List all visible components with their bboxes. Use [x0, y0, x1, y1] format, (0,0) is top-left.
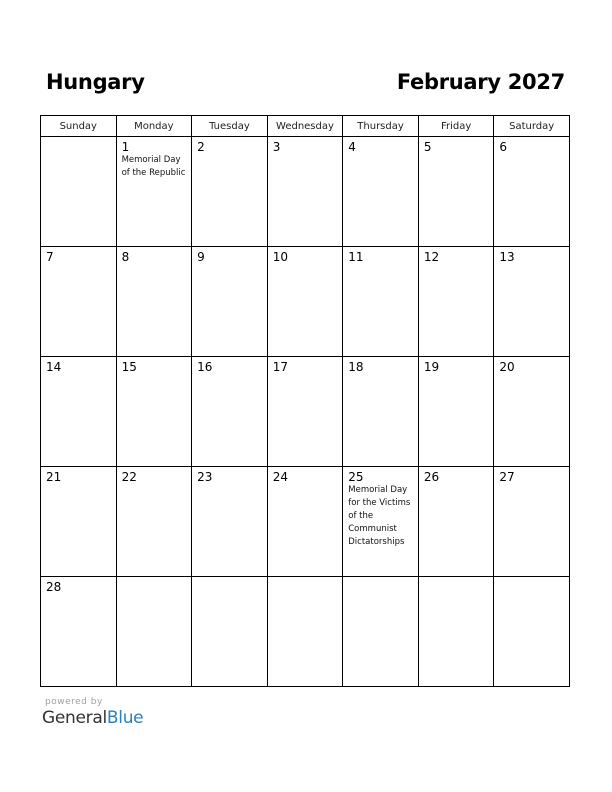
day-cell — [418, 577, 494, 687]
calendar-grid — [40, 115, 570, 687]
day-number: 3 — [272, 140, 281, 154]
day-number — [117, 577, 192, 580]
day-number: 23 — [197, 470, 213, 484]
day-cell — [41, 247, 117, 357]
day-number: 14 — [46, 360, 62, 374]
country-title: Hungary — [46, 70, 145, 94]
day-cell — [41, 467, 117, 577]
day-cell — [116, 357, 192, 467]
weekday-header: Thursday — [343, 116, 419, 137]
day-cell — [267, 137, 343, 247]
day-number — [494, 577, 569, 580]
day-number: 27 — [499, 470, 515, 484]
day-cell — [494, 467, 570, 577]
day-number: 28 — [46, 580, 62, 594]
day-cell — [494, 247, 570, 357]
day-number — [419, 577, 494, 580]
day-number: 13 — [499, 250, 515, 264]
day-number: 19 — [423, 360, 440, 374]
day-number: 2 — [197, 140, 205, 154]
week-row — [41, 467, 570, 577]
day-cell — [41, 357, 117, 467]
weekday-header: Sunday — [41, 116, 117, 137]
day-number — [268, 577, 343, 580]
day-number: 15 — [121, 360, 137, 374]
weekday-header: Tuesday — [192, 116, 268, 137]
day-number: 7 — [46, 250, 54, 264]
day-cell — [494, 577, 570, 687]
day-cell — [418, 247, 494, 357]
day-cell — [343, 577, 419, 687]
day-cell — [116, 577, 192, 687]
day-number: 5 — [423, 140, 432, 154]
weekday-header-row — [41, 116, 570, 137]
holiday-label: Memorial Day for the Victims of the Communist Dictatorships — [348, 485, 411, 547]
day-number — [343, 577, 418, 580]
powered-by-text: powered by — [45, 697, 103, 707]
day-number: 21 — [46, 470, 62, 484]
day-cell — [343, 467, 419, 577]
day-cell — [116, 467, 192, 577]
day-cell — [41, 137, 117, 247]
day-number: 12 — [423, 250, 440, 264]
day-number: 20 — [499, 360, 515, 374]
weekday-header: Friday — [418, 116, 494, 137]
day-number: 1 — [121, 140, 130, 154]
weekday-header: Monday — [116, 116, 192, 137]
day-cell — [267, 467, 343, 577]
day-cell — [116, 247, 192, 357]
month-title: February 2027 — [396, 70, 565, 94]
day-number: 22 — [121, 470, 137, 484]
day-number: 16 — [197, 360, 213, 374]
holiday-label: Memorial Day of the Republic — [121, 155, 186, 178]
day-cell — [41, 577, 117, 687]
day-cell — [418, 467, 494, 577]
day-cell — [343, 357, 419, 467]
weekday-header: Wednesday — [267, 116, 343, 137]
week-row — [41, 247, 570, 357]
generalblue-logo[interactable] — [42, 708, 143, 728]
day-cell — [116, 137, 192, 247]
day-cell — [192, 577, 268, 687]
day-cell — [267, 247, 343, 357]
day-number: 8 — [121, 250, 130, 264]
day-number: 4 — [348, 140, 356, 154]
day-number: 18 — [348, 360, 364, 374]
day-cell — [192, 467, 268, 577]
day-number: 26 — [423, 470, 440, 484]
day-cell — [192, 247, 268, 357]
day-cell — [494, 357, 570, 467]
day-number: 24 — [272, 470, 288, 484]
day-number: 6 — [499, 140, 508, 154]
day-cell — [267, 357, 343, 467]
brand-general-text: General — [42, 708, 107, 728]
day-number: 9 — [197, 250, 205, 264]
day-number — [192, 577, 267, 580]
day-number: 17 — [272, 360, 288, 374]
day-cell — [192, 357, 268, 467]
day-number: 25 — [348, 470, 364, 484]
day-cell — [267, 577, 343, 687]
day-number — [41, 137, 116, 140]
day-cell — [343, 247, 419, 357]
week-row — [41, 137, 570, 247]
day-cell — [418, 137, 494, 247]
day-number: 11 — [348, 250, 364, 264]
day-number: 10 — [272, 250, 288, 264]
day-cell — [192, 137, 268, 247]
week-row — [41, 577, 570, 687]
day-cell — [418, 357, 494, 467]
day-cell — [343, 137, 419, 247]
week-row — [41, 357, 570, 467]
day-cell — [494, 137, 570, 247]
brand-blue-text: Blue — [106, 708, 144, 728]
weekday-header: Saturday — [494, 116, 570, 137]
